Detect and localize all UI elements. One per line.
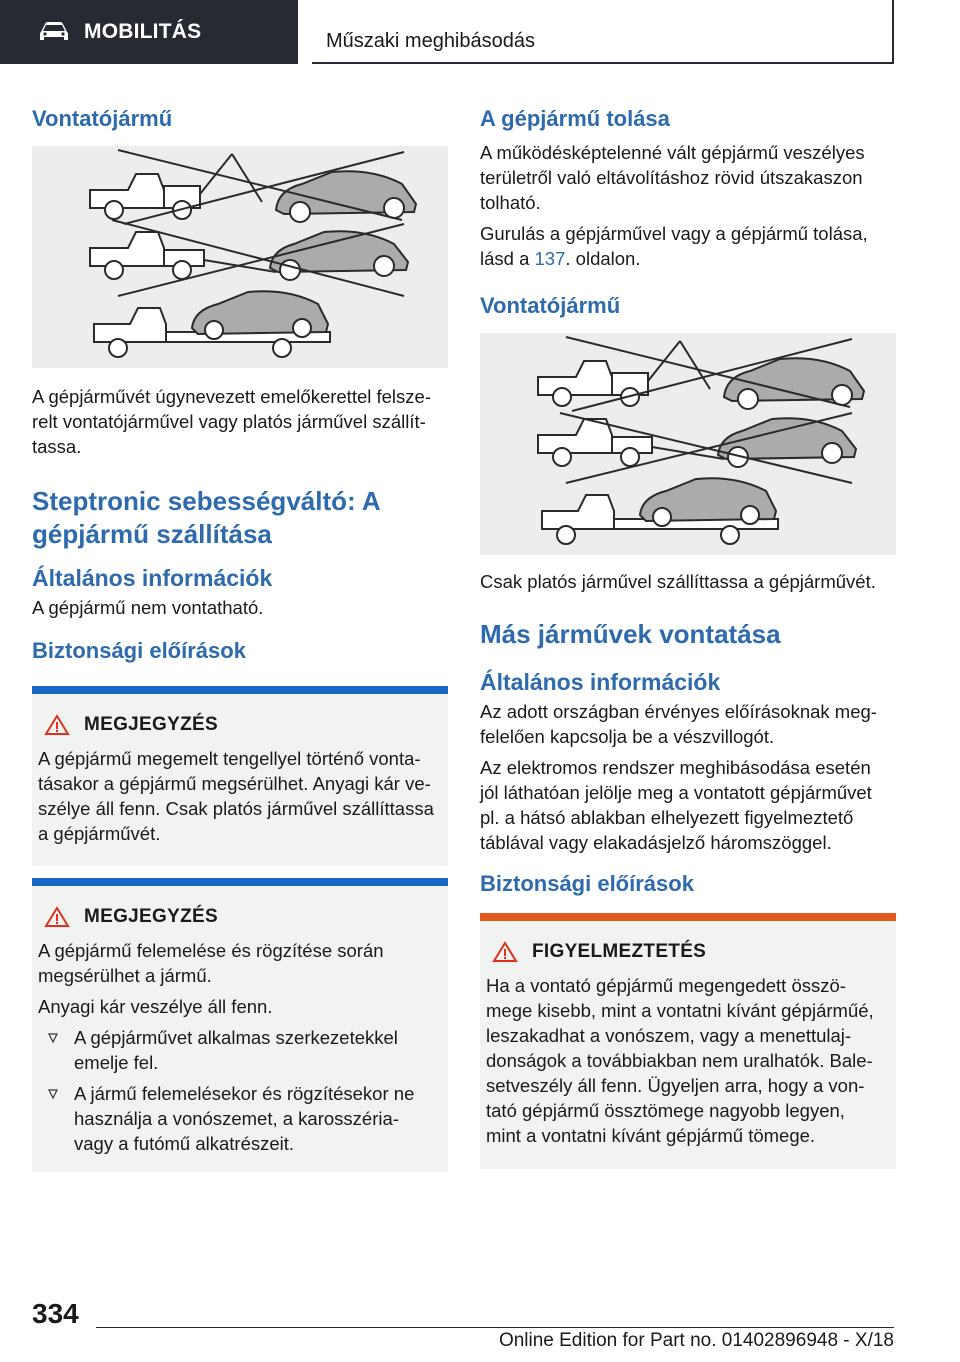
car-icon xyxy=(38,21,70,43)
heading-other-vehicles: Más járművek vontatása xyxy=(480,619,781,649)
general-info-text: Az elektromos rendszer meghibásodása esetén jól láthatóan jelölje meg a vontatott gépjárművet pl. a hátsó ablakban elhelyezett figyelmeztető táblával vagy elakadásjelző háromszöggel. xyxy=(480,757,872,853)
page-number: 334 xyxy=(32,1298,79,1329)
tow-vehicles-illustration xyxy=(32,146,448,368)
heading-safety: Biztonsági előírások xyxy=(480,871,694,896)
heading-steptronic: Steptronic sebességváltó: A gépjármű szállítása xyxy=(32,486,381,549)
section-title: MOBILITÁS xyxy=(84,20,202,43)
heading-general-info: Általános információk xyxy=(32,565,273,591)
heading-tow-vehicle: Vontatójármű xyxy=(480,293,621,318)
note-text: Anyagi kár veszélye áll fenn. xyxy=(38,996,273,1017)
tow-vehicle-text: Csak platós járművel szállíttassa a gépjárművét. xyxy=(480,571,876,592)
list-item xyxy=(38,1025,442,1075)
list-item-text: A jármű felemelésekor és rögzítésekor ne használja a vonószemet, a karosszéria- vagy a futómű alkatrészeit. xyxy=(74,1083,415,1154)
note-title: MEGJEGYZÉS xyxy=(84,906,218,927)
note-title: MEGJEGYZÉS xyxy=(84,714,218,735)
footer-edition: Online Edition for Part no. 01402896948 - X/18 xyxy=(498,1330,894,1351)
bullet-triangle-icon xyxy=(48,1089,58,1099)
section-tab[interactable] xyxy=(0,0,298,64)
footer-divider xyxy=(96,1327,894,1328)
list-item-text: A gépjárművet alkalmas szerkezetekkel emelje fel. xyxy=(74,1027,398,1073)
note-box-2 xyxy=(32,878,448,1172)
chapter-title: Műszaki meghibásodás xyxy=(326,30,535,52)
note-text: A gépjármű megemelt tengellyel történő vonta- tásakor a gépjármű megsérülhet. Anyagi kár ve- szélye áll fenn. Csak platós járművel szállíttassa a gépjárművét. xyxy=(38,748,434,844)
roll-text-pre: Gurulás a gépjárművel vagy a gépjármű tolása, lásd a xyxy=(480,223,868,269)
warning-triangle-icon xyxy=(492,941,518,963)
warning-title-row xyxy=(486,939,890,965)
push-text: A működésképtelenné vált gépjármű veszélyes területről való eltávolításhoz rövid útszakaszon tolható. xyxy=(480,142,865,213)
warning-triangle-icon xyxy=(44,714,70,736)
list-item xyxy=(38,1081,442,1156)
tow-trucks-figure xyxy=(32,146,448,368)
general-info-text: A gépjármű nem vontatható. xyxy=(32,597,264,618)
warning-text: Ha a vontató gépjármű megengedett összö- mege kisebb, mint a vontatni kívánt gépjárműé, leszakadhat a vonószem, vagy a menettulaj- donságok a továbbiakban nem uralhatók. Bale- setveszély áll fenn. Ügyeljen arra, hogy a von- tató gépjármű össztömege nagyobb legyen, mint a vontatni kívánt gépjármű tömege. xyxy=(486,975,874,1146)
chapter-header xyxy=(312,0,894,64)
warning-box xyxy=(480,913,896,1169)
warning-triangle-icon xyxy=(44,906,70,928)
warning-title: FIGYELMEZTETÉS xyxy=(532,941,707,962)
general-info-text: Az adott országban érvényes előírásoknak meg- felelően kapcsolja be a vészvillogót. xyxy=(480,701,877,747)
note-text: A gépjármű felemelése és rögzítése során megsérülhet a jármű. xyxy=(38,940,384,986)
heading-push-vehicle: A gépjármű tolása xyxy=(480,106,670,131)
note-list xyxy=(38,1025,442,1156)
note-box-1 xyxy=(32,686,448,866)
tow-vehicles-illustration xyxy=(480,333,896,555)
heading-general-info: Általános információk xyxy=(480,669,721,695)
roll-text xyxy=(480,221,896,271)
roll-text-post: . oldalon. xyxy=(565,248,641,269)
note-title-row xyxy=(38,712,442,738)
note-title-row xyxy=(38,904,442,930)
heading-tow-vehicle: Vontatójármű xyxy=(32,106,173,131)
tow-vehicle-text: A gépjárművét úgynevezett emelőkerettel felsze- relt vontatójárművel vagy platós járművel szállít- tassa. xyxy=(32,386,431,457)
page-link-137[interactable]: 137 xyxy=(534,248,566,269)
heading-safety: Biztonsági előírások xyxy=(32,638,246,663)
left-column xyxy=(32,100,448,1172)
right-column xyxy=(480,100,896,1169)
tow-trucks-figure-crossed xyxy=(480,333,896,555)
bullet-triangle-icon xyxy=(48,1033,58,1043)
